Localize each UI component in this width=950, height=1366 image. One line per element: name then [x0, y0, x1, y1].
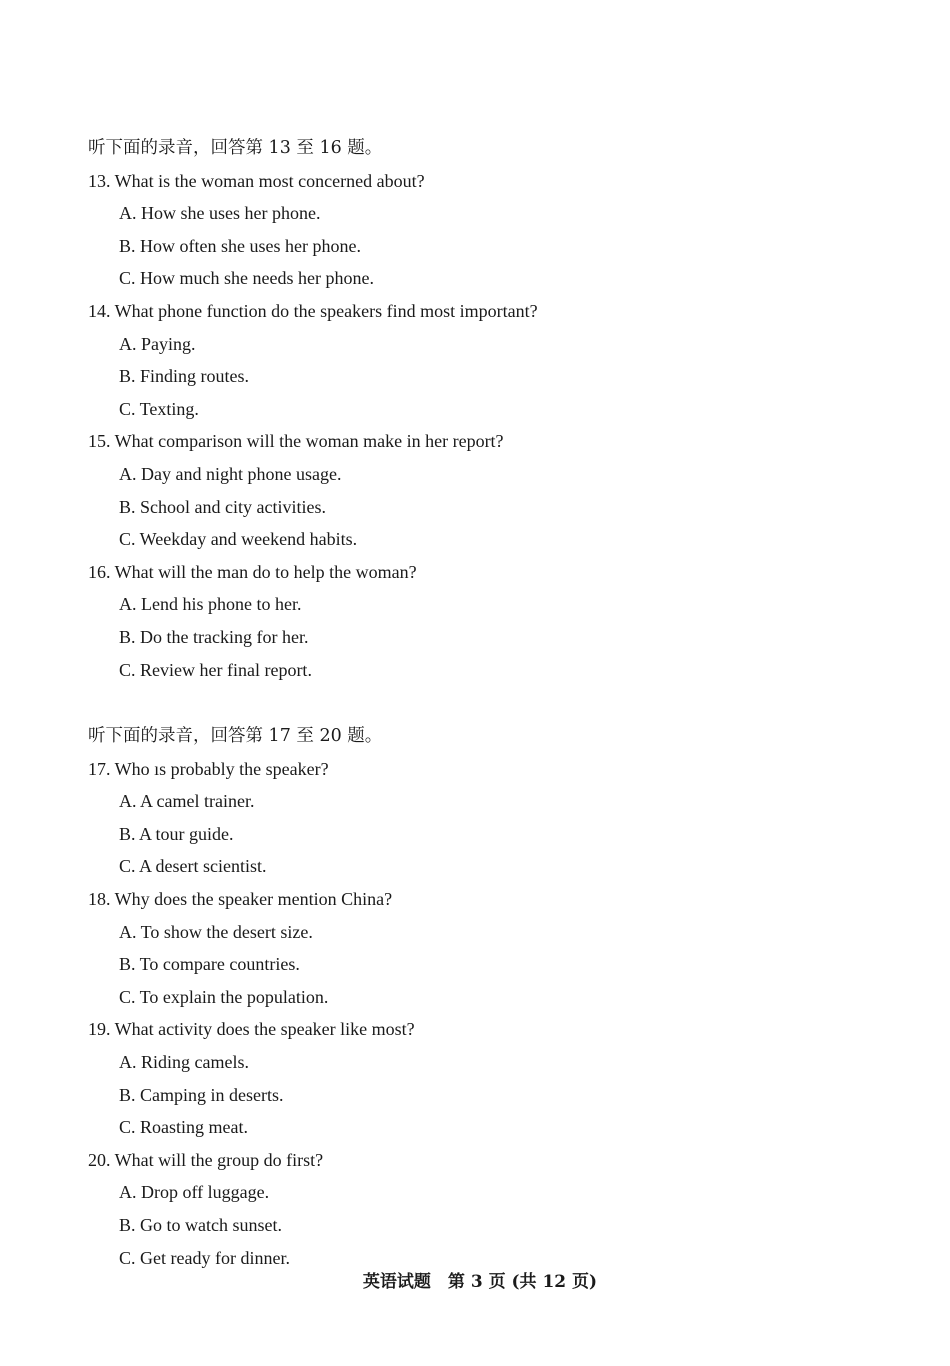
option-a: A. Riding camels. — [119, 1051, 249, 1072]
option-a: A. A camel trainer. — [119, 791, 255, 812]
option-c: C. Weekday and weekend habits. — [119, 529, 358, 550]
question-text: 14. What phone function do the speakers find most important? — [88, 300, 538, 321]
option-b: B. School and city activities. — [119, 496, 326, 517]
section-instruction: 听下面的录音，回答第 13 至 16 题。 — [88, 138, 383, 158]
page-footer: 英语试题 第 3 页 (共 12 页) — [362, 1272, 598, 1292]
option-b: B. Go to watch sunset. — [119, 1214, 282, 1235]
question-text: 13. What is the woman most concerned about? — [88, 170, 425, 191]
option-a: A. To show the desert size. — [119, 921, 313, 942]
section-instruction: 听下面的录音，回答第 17 至 20 题。 — [88, 726, 383, 746]
question-13 — [88, 165, 888, 295]
question-text: 17. Who ıs probably the speaker? — [88, 758, 329, 779]
option-c: C. How much she needs her phone. — [119, 268, 374, 289]
question-text: 20. What will the group do first? — [88, 1149, 324, 1170]
question-text: 15. What comparison will the woman make in her report? — [88, 431, 504, 452]
listening-section-13-16 — [88, 132, 888, 686]
option-b: B. A tour guide. — [119, 823, 234, 844]
option-b: B. How often she uses her phone. — [119, 235, 361, 256]
question-18 — [88, 883, 888, 1013]
option-c: C. Review her final report. — [119, 659, 312, 680]
option-c: C. Roasting meat. — [119, 1117, 248, 1138]
option-b: B. Do the tracking for her. — [119, 626, 309, 647]
question-20 — [88, 1144, 888, 1274]
option-c: C. A desert scientist. — [119, 856, 267, 877]
question-17 — [88, 753, 888, 883]
option-b: B. Finding routes. — [119, 366, 250, 387]
option-c: C. Get ready for dinner. — [119, 1247, 290, 1268]
question-19 — [88, 1013, 888, 1143]
option-b: B. To compare countries. — [119, 954, 300, 975]
question-14 — [88, 295, 888, 425]
option-a: A. Day and night phone usage. — [119, 463, 342, 484]
listening-section-17-20 — [88, 720, 888, 1274]
option-a: A. How she uses her phone. — [119, 203, 321, 224]
option-a: A. Lend his phone to her. — [119, 594, 302, 615]
option-c: C. Texting. — [119, 398, 199, 419]
option-a: A. Paying. — [119, 333, 196, 354]
question-text: 19. What activity does the speaker like most? — [88, 1019, 415, 1040]
question-15 — [88, 425, 888, 555]
question-text: 18. Why does the speaker mention China? — [88, 888, 393, 909]
question-16 — [88, 556, 888, 686]
option-a: A. Drop off luggage. — [119, 1182, 270, 1203]
option-c: C. To explain the population. — [119, 986, 329, 1007]
option-b: B. Camping in deserts. — [119, 1084, 284, 1105]
question-text: 16. What will the man do to help the woman? — [88, 561, 417, 582]
